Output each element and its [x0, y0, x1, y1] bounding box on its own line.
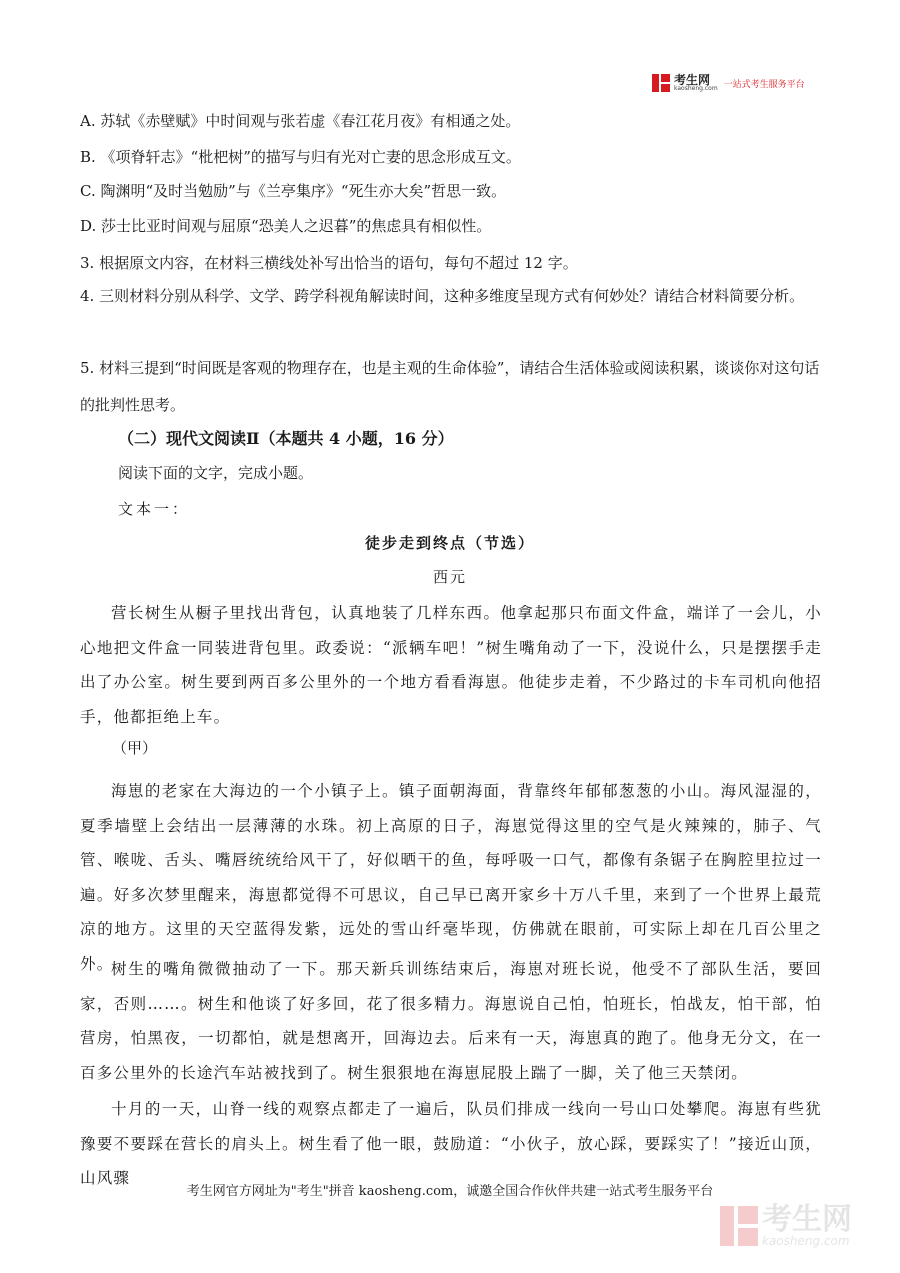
paragraph-3: 树生的嘴角微微抽动了一下。那天新兵训练结束后，海崽对班长说，他受不了部队生活，要回家，否则……。树生和他谈了好多回，花了很多精力。海崽说自己怕，怕班长，怕战友，怕干部，怕营房，怕黑夜，一切都怕，就是想离开，回海边去。后来有一天，海崽真的跑了。他身无分文，在一百多公里外的长途汽车站被找到了。树生狠狠地在海崽屁股上踹了一脚，关了他三天禁闭。 — [80, 960, 822, 1082]
paragraph-1: 营长树生从橱子里找出背包，认真地装了几样东西。他拿起那只布面文件盒，端详了一会儿，小心地把文件盒一同装进背包里。政委说：“派辆车吧！”树生嘴角动了一下，没说什么，只是摆摆手走出了办公室。树生要到两百多公里外的一个地方看看海崽。他徒步走着，不少路过的卡车司机向他招手，他都拒绝上车。 — [80, 604, 822, 726]
passage-title: 徒步走到终点（节选） — [364, 534, 535, 552]
option-d: D. 莎士比亚时间观与屈原“恐美人之迟暮”的焦虑具有相似性。 — [80, 217, 492, 235]
logo-mark-icon — [652, 74, 670, 92]
question-3: 3. 根据原文内容，在材料三横线处补写出恰当的语句，每句不超过 12 字。 — [80, 254, 578, 272]
watermark-domain: kaosheng.com — [762, 1234, 850, 1248]
paragraph-4: 十月的一天，山脊一线的观察点都走了一遍后，队员们排成一线向一号山口处攀爬。海崽有些犹豫要不要踩在营长的肩头上。树生看了他一眼，鼓励道：“小伙子，放心踩，要踩实了！”接近山顶，山风骤 — [80, 1100, 822, 1187]
header-logo[interactable] — [652, 72, 805, 94]
logo-slogan: 一站式考生服务平台 — [723, 79, 805, 90]
logo-name: 考生网 — [674, 73, 711, 87]
watermark-name: 考生网 — [762, 1202, 852, 1237]
footer-text: 考生网官方网址为"考生"拼音 kaosheng.com，诚邀全国合作伙伴共建一站式考生服务平台 — [186, 1184, 714, 1199]
logo-domain: kaosheng.com — [674, 85, 718, 92]
paragraph-2: 海崽的老家在大海边的一个小镇子上。镇子面朝海面，背靠终年郁郁葱葱的小山。海风湿湿的，夏季墙壁上会结出一层薄薄的水珠。初上高原的日子，海崽觉得这里的空气是火辣辣的，肺子、气管、喉咙、舌头、嘴唇统统给风干了，好似晒干的鱼，每呼吸一口气，都像有条锯子在胸腔里拉过一遍。好多次梦里醒来，海崽都觉得不可思议，自己早已离开家乡十万八千里，来到了一个世界上最荒凉的地方。这里的天空蓝得发紫，远处的雪山纤毫毕现，仿佛就在眼前，可实际上却在几百公里之外。 — [80, 782, 822, 973]
section-title: （二）现代文阅读Ⅱ（本题共 4 小题，16 分） — [118, 429, 454, 448]
question-5: 5. 材料三提到“时间既是客观的物理存在，也是主观的生命体验”，请结合生活体验或阅读积累，谈谈你对这句话的批判性思考。 — [80, 359, 820, 414]
passage-author: 西元 — [432, 568, 467, 586]
option-a: A. 苏轼《赤壁赋》中时间观与张若虚《春江花月夜》有相通之处。 — [80, 112, 521, 130]
option-b: B. 《项脊轩志》“枇杷树”的描写与归有光对亡妻的思念形成互文。 — [80, 148, 521, 166]
watermark-logo-icon — [720, 1206, 758, 1246]
watermark — [720, 1202, 852, 1248]
section-instruction: 阅读下面的文字，完成小题。 — [118, 464, 314, 482]
passage-marker: （甲） — [112, 739, 158, 757]
question-4: 4. 三则材料分别从科学、文学、跨学科视角解读时间，这种多维度呈现方式有何妙处？请结合材料简要分析。 — [80, 287, 805, 305]
option-c: C. 陶渊明“及时当勉励”与《兰亭集序》“死生亦大矣”哲思一致。 — [80, 182, 507, 200]
text-label: 文本一： — [118, 500, 191, 518]
